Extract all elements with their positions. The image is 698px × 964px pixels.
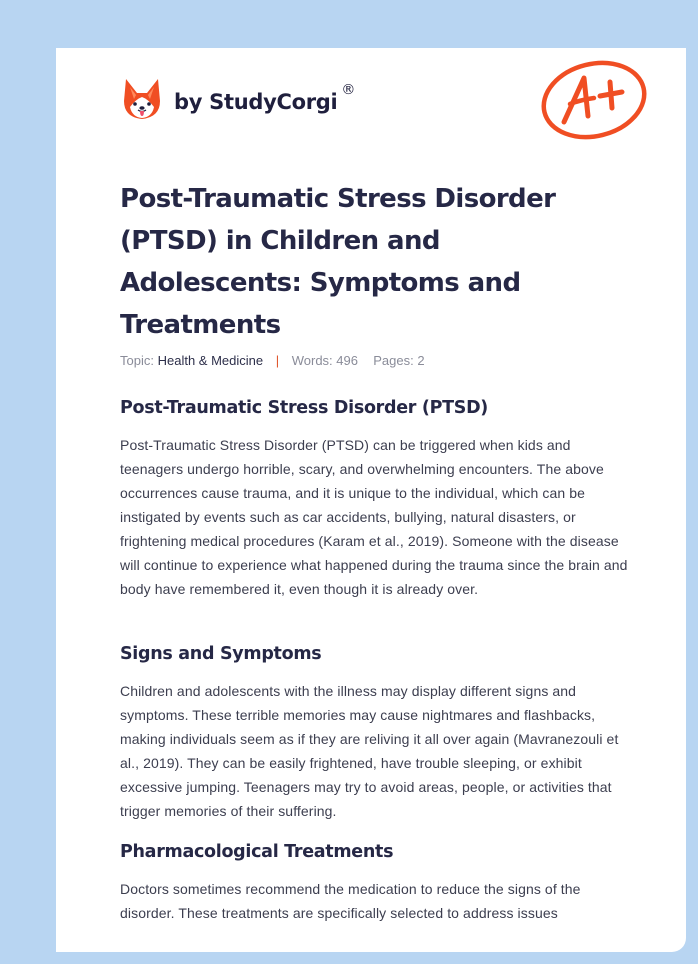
topic-label: Topic: — [120, 353, 154, 368]
section-body: Post-Traumatic Stress Disorder (PTSD) can be triggered when kids and teenagers undergo horrible, scary, and overwhelming encounters. The above occurrences cause trauma, and it is unique to the individual, which can be instigated by events such as car accidents, bullying, natural disasters, or frightening medical procedures (Karam et al., 2019). Someone with the disease will continue to experience what happened during the trauma since the brain and body have remembered it, even though it is already over. — [120, 437, 628, 597]
section-pharmacological-treatments — [120, 840, 632, 925]
topic-link[interactable]: Health & Medicine — [157, 353, 264, 368]
words-value: 496 — [336, 353, 358, 368]
words-label: Words: — [291, 353, 333, 368]
pages-value: 2 — [417, 353, 425, 368]
section-heading: Signs and Symptoms — [120, 644, 322, 664]
registered-mark: ® — [341, 82, 356, 98]
section-heading: Post-Traumatic Stress Disorder (PTSD) — [120, 398, 489, 418]
section-heading: Pharmacological Treatments — [120, 842, 394, 862]
section-body: Doctors sometimes recommend the medication to reduce the signs of the disorder. These treatments are specifically selected to address issues — [120, 881, 581, 921]
corgi-icon — [122, 77, 162, 121]
section-body: Children and adolescents with the illness may display different signs and symptoms. These terrible memories may cause nightmares and flashbacks, making individuals seem as if they are reliving it all over again (Mavranezouli et al., 2019). They can be easily frightened, have trouble sleeping, or exhibit excessive jumping. Teenagers may try to avoid areas, people, or activities that trigger memories of their suffering. — [120, 683, 619, 819]
studycorgi-logo[interactable] — [122, 76, 355, 122]
logo-text: by StudyCorgi — [174, 90, 338, 114]
section-ptsd — [120, 396, 632, 601]
article-meta — [120, 353, 425, 368]
section-signs-and-symptoms — [120, 642, 632, 823]
pages-label: Pages: — [373, 353, 414, 368]
document-card — [56, 48, 686, 952]
a-plus-grade-icon — [538, 58, 650, 142]
article-title: Post-Traumatic Stress Disorder (PTSD) in Children and Adolescents: Symptoms and Treatments — [120, 184, 556, 340]
meta-separator: | — [275, 353, 280, 368]
